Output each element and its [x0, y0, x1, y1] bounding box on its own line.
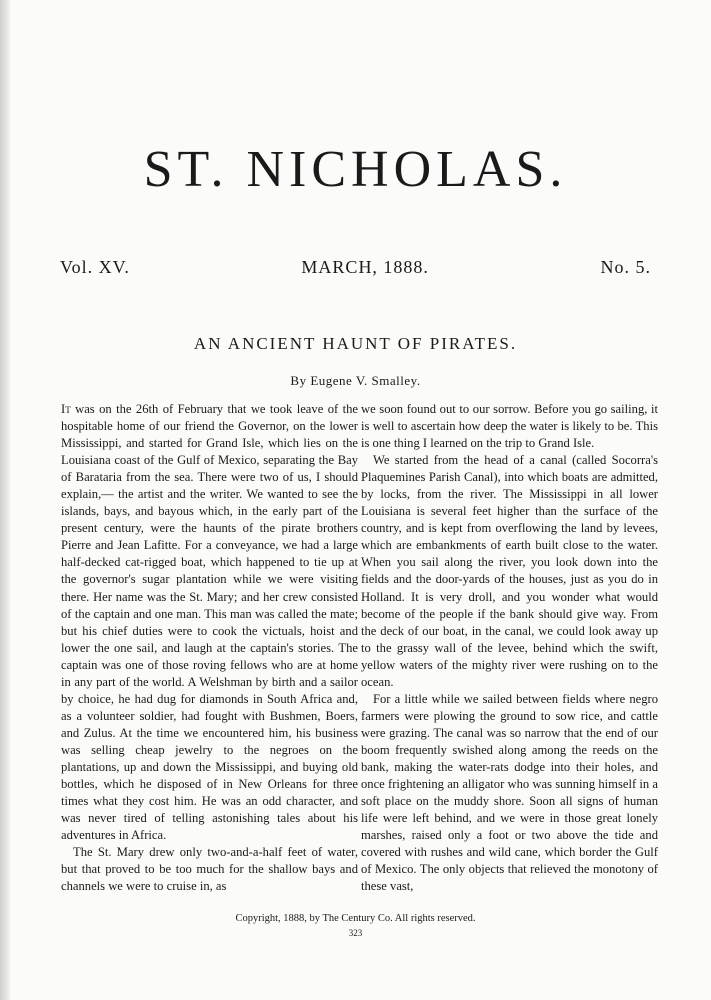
- page-number: 323: [348, 928, 363, 938]
- text-column-right: [361, 401, 658, 895]
- paragraph-4: For a little while we sailed between fields where negro farmers were plowing the ground to sow rice, and cattle were grazing. The canal was so narrow that the end of our boom frequently swished along among the reeds on the bank, making the water-rats dodge into their holes, and once frightening an alligator who was sunning himself in a soft place on the muddy shore. Soon all signs of human life were left behind, and we were in those great lonely marshes, raised only a foot or two above the tide and covered with rushes and wild cane, which border the Gulf of Mexico. The only objects that relieved the monotony of these vast,: [361, 691, 658, 894]
- issue-number: No. 5.: [600, 257, 651, 277]
- paragraph-3: We started from the head of a canal (called Socorra's Plaquemines Parish Canal), into which boats are admitted, by locks, from the river. The Mississippi in all lower Louisiana is several feet higher than the surface of the country, and is kept from overflowing the land by levees, which are embankments of earth built close to the water. When you sail along the river, you look down into the fields and the door-yards of the houses, just as you do in Holland. It is very droll, and you wonder what would become of the people if the bank should give way. From the deck of our boat, in the canal, we could look away up to the grassy wall of the levee, behind which the swift, yellow waters of the mighty river were rushing on to the ocean.: [361, 453, 658, 689]
- paragraph-2-continued: we soon found out to our sorrow. Before you go sailing, it is well to ascertain how deep the water is likely to be. This is one thing I learned on the trip to Grand Isle.: [361, 402, 658, 451]
- magazine-title: ST. NICHOLAS.: [143, 141, 568, 198]
- volume-label: Vol. XV.: [60, 257, 130, 277]
- article-title: AN ANCIENT HAUNT OF PIRATES.: [193, 334, 518, 353]
- issue-line: [60, 256, 651, 278]
- paragraph-2: The St. Mary drew only two-and-a-half feet of water, but that proved to be too much for the shallow bays and channels we were to cruise in, as: [61, 845, 358, 894]
- paragraph-1: [61, 401, 358, 844]
- issue-date: MARCH, 1888.: [301, 257, 429, 277]
- article-byline: By Eugene V. Smalley.: [290, 373, 421, 388]
- paragraph-1-text: was on the 26th of February that we took leave of the hospitable home of our friend the Governor, on the lower Mississippi, and started for Grand Isle, which lies on the Louisiana coast of the Gulf of Mexico, separating the Bay of Barataria from the sea. There were two of us, I should explain,— the artist and the writer. We wanted to see the islands, bays, and bayous which, in the early part of the present century, were the haunts of the pirate brothers Pierre and Jean Lafitte. For a conveyance, we had a large half-decked cat-rigged boat, which happened to tie up at the governor's sugar plantation while we were visiting there. Her name was the St. Mary; and her crew consisted of the captain and one man. This man was called the mate; but his chief duties were to cook the victuals, hoist and lower the one sail, and laugh at the captain's stories. The captain was one of those roving fellows who are at home in any part of the world. A Welshman by birth and a sailor by choice, he had dug for diamonds in South Africa and, as a volunteer soldier, had fought with Bushmen, Boers, and Zulus. At the time we encountered him, his business was selling cheap jewelry to the negroes on the plantations, up and down the Mississippi, and buying old bottles, which he disposed of in New Orleans for three times what they cost him. He was an odd character, and was never tired of telling astonishing tales about his adventures in Africa.: [61, 402, 358, 843]
- lead-in-word: It: [61, 402, 71, 416]
- text-column-left: [61, 401, 358, 895]
- copyright-notice: Copyright, 1888, by The Century Co. All rights reserved.: [235, 913, 476, 924]
